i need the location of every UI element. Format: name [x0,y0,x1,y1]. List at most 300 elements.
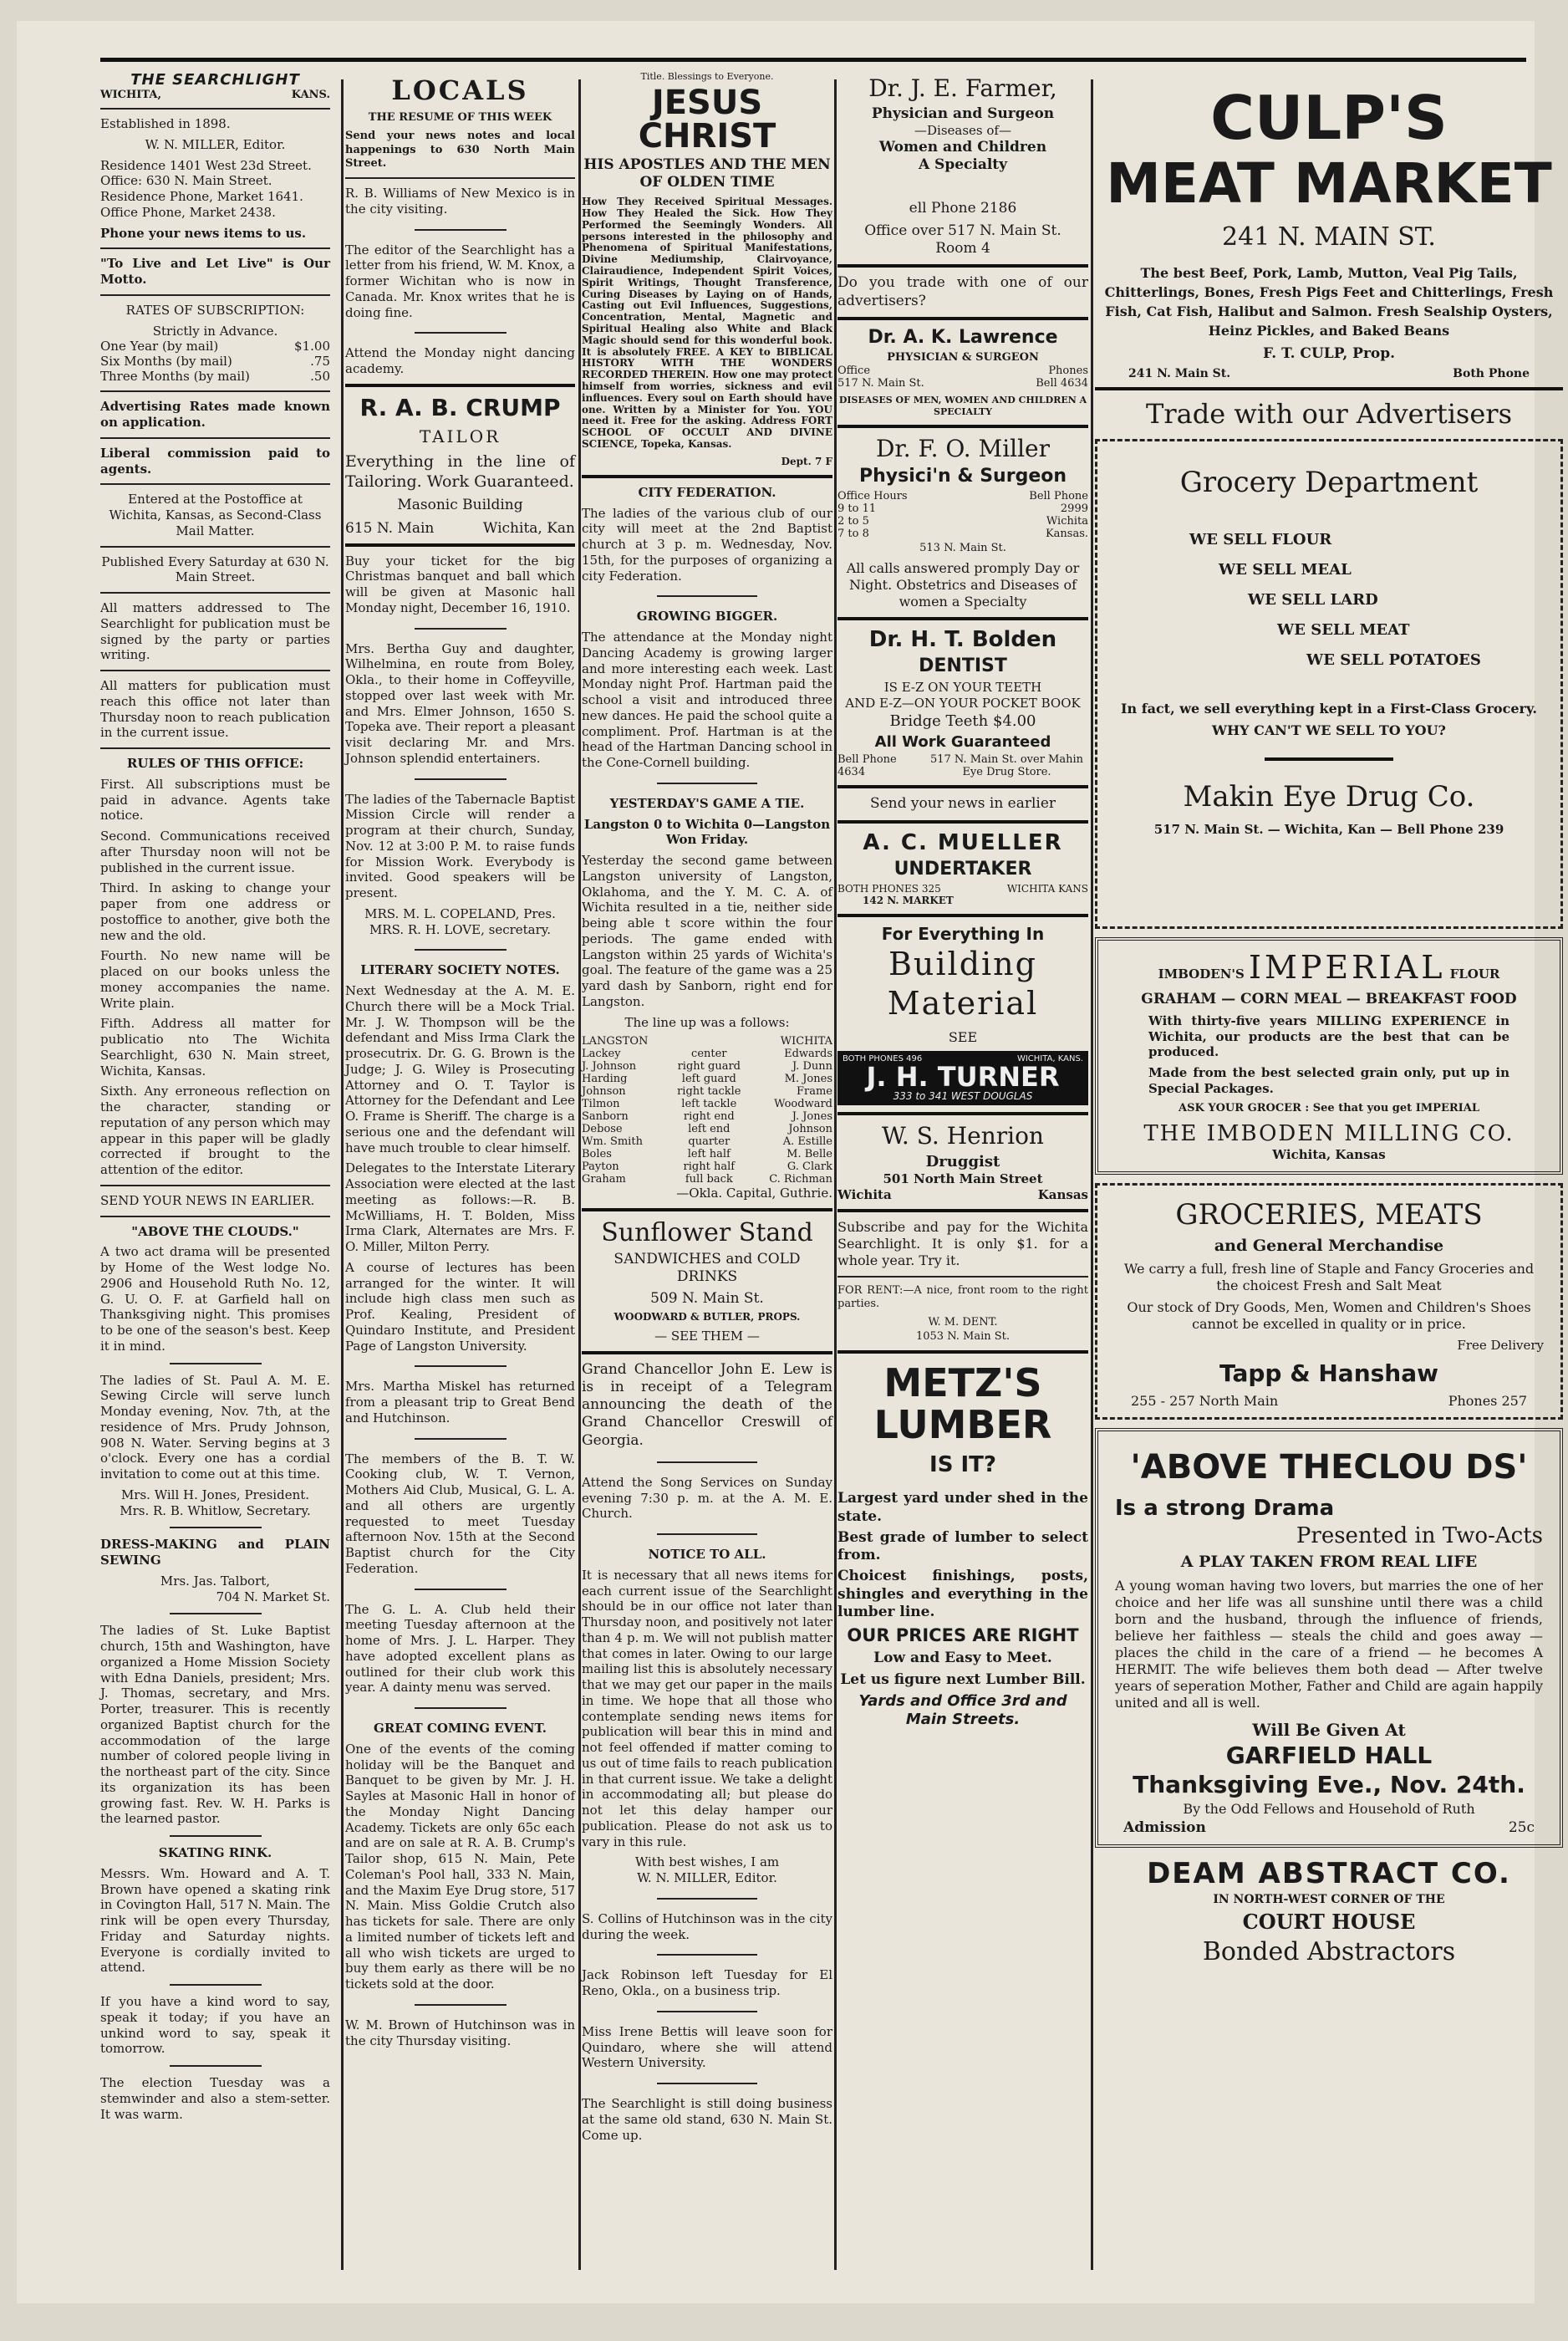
divider [170,1527,262,1528]
miller-calls: All calls answered promply Day or Night. Obstetrics and Diseases of women a Specialty [846,559,1080,609]
lineup-wichita: Frame [796,1085,832,1099]
matters-signed: All matters addressed to The Searchlight for publication must be signed by the party or parties writing. [100,600,330,663]
divider [837,785,1088,788]
divider [582,475,832,478]
crump-sub: TAILOR [419,426,501,446]
lineup-row [582,1060,832,1073]
coming-text: One of the events of the coming holiday will be the Banquet and Banquet to be given by Mr. J. H. Sayles at Masonic Hall in honor of the Monday Night Dancing Academy. Tickets are only 65c each and are on sale at R. A. B. Crump's Tailor shop, 615 N. Main, Pete Coleman's Pool hall, 333 N. Main, and the Maxim Eye Drug store, 517 N. Main. Miss Goldie Crutch also has tickets for sale. There are only a limited number of tickets left and all who wish tickets are urged to buy them early as there will be no tickets sold at the door. [345,1741,575,1992]
bettis: Miss Irene Bettis will leave soon for Quindaro, where she will attend Western University. [582,2023,832,2071]
divider [415,2004,507,2006]
grow-text: The attendance at the Monday night Dancing Academy is growing larger and more interesting each week. Last Monday night Prof. Hartman paid the school a visit and introduced three new dances. He paid the school quite a compliment. Prof. Hartman is at the head of the Hartman Dancing school in the Cone-Cornell building. [582,630,832,771]
lineup-wichita: M. Belle [787,1148,832,1161]
divider [657,783,757,784]
turner-logo [837,1051,1088,1105]
atc-l3: A PLAY TAKEN FROM REAL LIFE [1180,1553,1478,1571]
coming-title: GREAT COMING EVENT. [374,1721,547,1736]
literary-text: Next Wednesday at the A. M. E. Church there will be a Mock Trial. Mr. J. W. Thompson will be the defendant and Miss Irma Clark the prosecutrix. Dr. G. G. Brown is the Judge; J. G. Wiley is Prosecuting Attorney and O. T. Taylor is Attorney for the Defendant and Lee O. Frame is Sheriff. The charge is a serious one and the defendant will have much trouble to clear himself. [345,983,575,1155]
deam-name: DEAM ABSTRACT CO. [1147,1856,1511,1890]
lineup-langston: Payton [582,1160,619,1174]
gm-title: GROCERIES, MEATS [1175,1198,1483,1232]
notice-close: With best wishes, I am [634,1854,780,1870]
atc-date: Thanksgiving Eve., Nov. 24th. [1133,1770,1525,1798]
divider [657,595,757,597]
rent-addr: 1053 N. Main St. [915,1329,1010,1343]
miller-time: 2 to 5 [837,514,869,528]
rate-price: .50 [310,369,330,385]
lineup-position: right guard [677,1060,741,1074]
miskel: Mrs. Martha Miskel has returned from a pleasant trip to Great Bend and Hutchinson. [345,1379,575,1426]
lineup-wichita: A. Estille [782,1135,832,1149]
bolden-line: AND E-Z—ON YOUR POCKET BOOK [845,695,1081,711]
lineup-position: right tackle [677,1085,741,1099]
dress-title: DRESS-MAKING and PLAIN SEWING [100,1537,330,1568]
lineup-langston: Debose [582,1123,623,1136]
divider [100,294,330,296]
rule-item: Third. In asking to change your paper from one address or postoffice to another, give both the new and the old. [100,880,330,943]
imperial-co: THE IMBODEN MILLING CO. [1143,1120,1515,1146]
atc-price: 25c [1508,1818,1535,1836]
lineup-position: quarter [688,1135,731,1149]
rule-item: Sixth. Any erroneous reflection on the character, standing or reputation of any person which may appear in this paper will be gladly corrected if brought to the attention of the editor. [100,1084,330,1177]
miller-right: Wichita [1046,514,1088,528]
divider [100,1185,330,1186]
imperial-pre: IMBODEN'S [1158,966,1245,982]
turner-phones: BOTH PHONES 496 [843,1053,923,1063]
lineup-wichita: C. Richman [769,1173,832,1186]
masthead-info-1: Residence 1401 West 23d Street. [100,157,312,173]
divider [837,264,1088,268]
gla: The G. L. A. Club held their meeting Tuesday afternoon at the home of Mrs. J. L. Harper. They have adopted excellent plans as outlined for their club work this year. A dainty menu was served. [345,1601,575,1696]
literary-text3: A course of lectures has been arranged for the winter. It will include high class men such as Prof. Kealing, President of Quindaro Institute, and President Page of Langston University. [345,1259,575,1354]
knox: The editor of the Searchlight has a letter from his friend, W. M. Knox, a former Wichitan who is now in Canada. Mr. Knox writes that he is doing fine. [345,242,575,320]
metz-point: OUR PRICES ARE RIGHT [847,1625,1079,1646]
henrion-addr: 501 North Main Street [883,1171,1043,1186]
lineup-head: LANGSTON [582,1035,649,1048]
imperial-line: GRAHAM — CORN MEAL — BREAKFAST FOOD [1141,990,1517,1007]
gm-phones: Phones 257 [1448,1393,1527,1409]
commission: Liberal commission paid to agents. [100,445,330,477]
sunflower-addr: 509 N. Main St. [650,1289,764,1307]
metz-line: IS IT? [929,1451,996,1477]
jc-text: How They Received Spiritual Messages. How They Healed the Sick. How They Performed the Seemingly Wonders. All persons interested in the philosophy and Phenomena of Spiritual Manifestations, Divine Mediumship, Clairvoyance, Clairaudience, Independent Spirit Voices, Spirit Writings, Thought Transference, Curing Diseases by Laying on of Hands, Casting out Evil Influences, Suggestions, Concentration, Mental, Magnetic and Spiritual Healing also White and Black Magic should send for this wonderful book. It is absolutely FREE. A KEY to BIBLICAL HISTORY WITH THE WONDERS RECORDED THEREIN. How one may protect himself from worries, sickness and evil influences. Every soul on Earth should have one. Written by a Minister for You. YOU need it. Free for the asking. Address FORT SCHOOL OF OCCULT AND DIVINE SCIENCE, Topeka, Kansas. [582,196,832,450]
miller-title: Physici'n & Surgeon [858,465,1067,487]
literary-title: LITERARY SOCIETY NOTES. [360,962,560,978]
henrion-name: W. S. Henrion [882,1121,1044,1150]
farmer-phone: ell Phone 2186 [909,199,1017,217]
rent-name: W. M. DENT. [928,1316,998,1329]
lineup-langston: Sanborn [582,1110,629,1124]
lineup-position: left guard [681,1073,736,1086]
mueller-name: A. C. MUELLER [863,829,1063,855]
imperial-ad [1095,937,1563,1176]
divider [170,1363,262,1364]
trade-question: Do you trade with one of our advertisers? [837,274,1088,309]
literary-text2: Delegates to the Interstate Literary Association were elected at the last meeting as follows:—R. B. McWilliams, H. T. Bolden, Miss Irma Clark, Alternates are Mrs. F. O. Miller, Milton Perry. [345,1160,575,1254]
divider [415,778,507,780]
grocery-item: WE SELL MEAL [1219,561,1352,579]
crump-addr-row [345,520,575,537]
motto: "To Live and Let Live" is Our Motto. [100,256,330,287]
rate-row [100,339,330,354]
lineup-position: right half [683,1160,736,1174]
lawrence-bell: Bell 4634 [1036,377,1088,390]
lineup-position: center [691,1048,727,1061]
column-professional-cards [837,71,1088,2278]
culp-foot-phone: Both Phone [1453,366,1530,380]
divider [345,177,575,179]
lawrence-addr: 517 N. Main St. [837,377,924,390]
established: Established in 1898. [100,116,231,131]
column-advertisements [1095,71,1563,2278]
rate-label: One Year (by mail) [100,339,219,354]
send-news-earlier: Send your news in earlier [869,795,1056,813]
lawrence-row [837,365,1088,377]
gm-sub: and General Merchandise [1214,1236,1444,1255]
lineup-row [582,1085,832,1098]
divider [657,2083,757,2084]
bolden-name: Dr. H. T. Bolden [868,626,1057,652]
divider [657,1954,757,1956]
farmer-spec: A Specialty [918,156,1008,174]
lineup-langston: Tilmon [582,1098,620,1111]
lawrence-row [837,377,1088,390]
bolden-phone: Bell Phone 4634 [837,753,897,779]
lineup-row [582,1123,832,1135]
crump-addr: 615 N. Main [345,519,435,537]
gm-row [1114,1393,1544,1409]
divider [837,617,1088,620]
lineup-row [582,1073,832,1085]
masthead-info-2: Office: 630 N. Main Street. [100,173,272,189]
henrion-row [837,1187,1088,1202]
crump-city: Wichita, Kan [482,519,575,537]
miller-name: Dr. F. O. Miller [875,434,1051,462]
lineup-row [582,1135,832,1148]
election: The election Tuesday was a stemwinder and also a stem-setter. It was warm. [100,2075,330,2122]
grocery-item: WE SELL FLOUR [1189,531,1332,548]
lineup-row [582,1160,832,1173]
crump-text: Everything in the line of Tailoring. Work Guaranteed. [345,451,575,491]
song: Attend the Song Services on Sunday evening 7:30 p. m. at the A. M. E. Church. [582,1474,832,1522]
farmer-office: Office over 517 N. Main St. [864,222,1061,239]
divider [657,1461,757,1463]
stpaul-sig: Mrs. R. B. Whitlow, Secretary. [120,1502,311,1518]
mueller-title: UNDERTAKER [893,858,1032,880]
mueller-city: WICHITA KANS [1006,882,1088,895]
grocery-ad [1095,439,1563,929]
published: Published Every Saturday at 630 N. Main Street. [101,553,329,585]
advertising-rates: Advertising Rates made known on application. [100,399,330,430]
lineup-note: —Okla. Capital, Guthrie. [676,1186,832,1201]
lineup-row [582,1110,832,1123]
gm-p1: We carry a full, fresh line of Staple and Fancy Groceries and the choicest Fresh and Salt Meat [1123,1261,1535,1294]
lineup-head: WICHITA [780,1035,832,1048]
mueller-row [837,883,1088,895]
imperial-city: Wichita, Kansas [1272,1147,1386,1163]
masthead-title: THE SEARCHLIGHT [130,71,300,89]
lineup-row [582,1173,832,1186]
trade-advertisers: Trade with our Advertisers [1146,397,1512,430]
divider [415,628,507,630]
tickets: Buy your ticket for the big Christmas banquet and ball which will be given at Masonic hall Monday night, December 16, 1910. [345,553,575,615]
farmer-disease: —Diseases of— [914,123,1011,139]
atc-text: A young woman having two lovers, but marries the one of her choice and her life was all sunshine until there was a child born and the husband, through the influence of friends, believe her faithless — steals the child and goes away — places the child in the care of a friend — he becomes A HERMIT. The wife believes them both dead — After twelve years of seperation Mother, Father and Child are again happily united and all is well. [1115,1577,1544,1711]
editor: W. N. MILLER, Editor. [145,136,286,152]
lineup-langston: Harding [582,1073,628,1086]
skating-text: Messrs. Wm. Howard and A. T. Brown have opened a skating rink in Covington Hall, 517 N. Main. The rink will be open every Thursday, Friday and Saturday nights. Everyone is cordially invited to attend. [100,1865,330,1976]
lineup-wichita: Edwards [784,1048,832,1061]
notice-title: NOTICE TO ALL. [648,1547,766,1563]
locals-title: LOCALS [391,74,529,106]
divider [100,670,330,671]
lineup-langston: Wm. Smith [582,1135,643,1149]
guy: Mrs. Bertha Guy and daughter, Wilhelmina, en route from Boley, Okla., to their home in Coffeyville, stopped over last week with Mr. and Mrs. Elmer Johnson, 1650 S. Topeka ave. Their report a pleasant visit declaring Mr. and Mrs. Johnson splendid entertainers. [345,640,575,766]
gm-addr: 255 - 257 North Main [1131,1393,1279,1409]
column-masthead [100,71,330,2278]
grocery-title: Grocery Department [1179,465,1479,499]
sunflower-title: Sunflower Stand [601,1218,813,1248]
lineup-row [582,1098,832,1110]
divider [415,1438,507,1440]
divider [837,1209,1088,1212]
metz-point: Largest yard under shed in the state. [837,1490,1088,1525]
rule-item: Second. Communications received after Thursday noon will not be published in the current issue. [100,829,330,875]
divider [100,437,330,439]
stpaul-sig: Mrs. Will H. Jones, President. [120,1487,310,1502]
bolden-title: DENTIST [919,655,1007,676]
lineup-row [582,1148,832,1160]
divider [100,1216,330,1217]
atc-title: 'ABOVE THECLOU DS' [1130,1448,1528,1487]
turner-city: WICHITA, KANS. [1016,1053,1083,1063]
rate-price: $1.00 [294,339,330,354]
divider [415,229,507,231]
atc-l1: Is a strong Drama [1115,1496,1335,1521]
jc-dept: Dept. 7 F [781,455,832,467]
imperial-flour: FLOUR [1449,966,1500,982]
deam-l1: IN NORTH-WEST CORNER OF THE [1213,1893,1445,1907]
divider [100,247,330,249]
column-rule [834,79,837,2270]
lineup-wichita: M. Jones [784,1073,832,1086]
jc-sub: HIS APOSTLES AND THE MEN OF OLDEN TIME [583,156,831,191]
culp-foot-addr: 241 N. Main St. [1128,366,1231,380]
tapp-ad [1095,1183,1563,1420]
divider [1095,387,1563,390]
clouds-text: A two act drama will be presented by Home of the West lodge No. 2906 and Household Ruth No. 12, G. U. O. F. at Garfield hall on Thanksgiving night. This promises to be one of the season's best. Keep it in mind. [100,1244,330,1354]
crump-title: R. A. B. CRUMP [359,393,561,421]
crump-bldg: Masonic Building [397,497,523,514]
lineup-langston: Lackey [582,1048,621,1061]
lawrence-title: PHYSICIAN & SURGEON [887,350,1039,364]
miller-right: Kansas. [1045,527,1088,540]
divider [100,108,330,110]
henrion-title: Druggist [925,1152,1000,1170]
rule-item: Fifth. Address all matter for publicatio nto The Wichita Searchlight, 630 N. Main street, Wichita, Kansas. [100,1016,330,1079]
miller-time: 9 to 11 [837,502,877,515]
bolden-line: Bridge Teeth $4.00 [889,712,1036,731]
divider [837,820,1088,824]
divider [657,2011,757,2012]
lineup-wichita: J. Jones [792,1110,832,1124]
metz-point: Let us figure next Lumber Bill. [840,1670,1086,1688]
lineup-row [582,1048,832,1060]
divider [837,425,1088,428]
tab-sig: MRS. M. L. COPELAND, Pres. [364,905,556,921]
rate-label: Three Months (by mail) [100,369,250,385]
miller-hours: Office Hours [837,489,908,502]
rates-sub: Strictly in Advance. [152,323,278,339]
miller-addr: 513 N. Main St. [919,541,1006,554]
divider [837,317,1088,320]
culp-prop: F. T. CULP, Prop. [1262,345,1396,363]
divider [345,384,575,387]
grow-title: GROWING BIGGER. [636,609,778,625]
farmer-title: Physician and Surgeon [871,105,1055,122]
tabernacle: The ladies of the Tabernacle Baptist Mission Circle will render a program at their church, Sunday, Nov. 12 at 3:00 P. M. to raise funds for Mission Work. Everybody is invited. Good speakers will be present. [345,791,575,900]
imperial-p1: With thirty-five years MILLING EXPERIENCE in Wichita, our products are the best that can be produced. [1148,1012,1509,1060]
grocery-item: WE SELL MEAT [1277,621,1410,639]
miller-row [837,490,1088,502]
atc-hall: GARFIELD HALL [1225,1741,1433,1769]
divider [415,332,507,334]
rate-row [100,369,330,384]
masthead-place [100,89,330,101]
send-note: Send your news notes and local happenings to 630 North Main Street. [345,130,575,170]
miller-row [837,515,1088,528]
miller-row [837,528,1088,540]
lawrence-name: Dr. A. K. Lawrence [868,326,1058,348]
henrion-city: Wichita [837,1186,892,1202]
metz-point: Yards and Office 3rd and Main Streets. [858,1691,1067,1729]
atc-given: Will Be Given At [1252,1719,1406,1740]
dress-addr: 704 N. Market St. [216,1589,330,1604]
divider [100,390,330,392]
divider [837,1112,1088,1115]
atc-admission: Admission [1123,1818,1206,1836]
grocery-item: WE SELL LARD [1248,591,1378,609]
divider [582,1351,832,1354]
farmer-spec: Women and Children [878,139,1047,156]
subscribe: Subscribe and pay for the Wichita Searchlight. It is only $1. for a whole year. Try it. [837,1218,1088,1268]
gm-p2: Our stock of Dry Goods, Men, Women and Children's Shoes cannot be excelled in quality or in price. [1127,1299,1531,1333]
lineup-wichita: G. Clark [787,1160,832,1174]
divider [170,2065,262,2067]
lineup-title: The line up was a follows: [624,1014,790,1030]
henrion-state: Kansas [1037,1186,1088,1202]
metz-point: Low and Easy to Meet. [873,1650,1052,1667]
mueller-addr: 142 N. MARKET [863,894,954,906]
column-rule [341,79,344,2270]
robinson: Jack Robinson left Tuesday for El Reno, Okla., on a business trip. [582,1967,832,1999]
divider [837,1276,1088,1278]
makin-addr: 517 N. Main St. — Wichita, Kan — Bell Phone 239 [1153,821,1504,837]
gm-free: Free Delivery [1457,1338,1544,1354]
grocery-fact: In fact, we sell everything kept in a First-Class Grocery. [1121,701,1537,717]
culp-subtitle: MEAT MARKET [1106,151,1552,216]
column-news [582,71,832,2278]
building-see: SEE [948,1028,978,1045]
phone-news: Phone your news items to us. [100,225,307,241]
divider [100,546,330,548]
divider [100,483,330,485]
imperial-head [1115,949,1543,986]
lineup-wichita: Woodward [774,1098,832,1111]
building-line: For Everything In [881,923,1045,944]
divider [657,1533,757,1535]
lawrence-diseases: DISEASES OF MEN, WOMEN AND CHILDREN A SPECIALTY [838,395,1087,417]
turner-addr: 333 to 341 WEST DOUGLAS [893,1089,1033,1102]
culp-text: The best Beef, Pork, Lamb, Mutton, Veal Pig Tails, Chitterlings, Bones, Fresh Pigs Feet and Chitterlings, Fresh Fish, Cat Fish, Halibut and Salmon. Fresh Sealship Oysters, Heinz Pickles, and Baked Beans [1104,264,1554,339]
divider [415,1365,507,1367]
rules-title: RULES OF THIS OFFICE: [126,756,304,771]
divider [837,1350,1088,1354]
divider [170,1613,262,1614]
lew: Grand Chancellor John E. Lew is is in receipt of a Telegram announcing the death of the Grand Chancellor Creswill of Georgia. [582,1360,832,1449]
atc-admission-row [1115,1819,1543,1836]
metz-line: METZ'S [883,1359,1042,1405]
gm-name: Tapp & Hanshaw [1219,1359,1438,1387]
metz-point: Best grade of lumber to select from. [837,1528,1088,1564]
clouds-title: "ABOVE THE CLOUDS." [131,1223,299,1239]
rule-item: First. All subscriptions must be paid in advance. Agents take notice. [100,776,330,824]
notice-text: It is necessary that all news items for each current issue of the Searchlight should be in our office not later than Thursday noon, and positively not later than 4 p. m. We will not publish matter that comes in later. Owing to our large mailing list this is absolutely necessary that we may get our paper in the mails in time. We hope that all those who contemplate sending news items for publication will bear this in mind and not feel offended if matter coming to us out of time fails to reach publication in that current issue. We take a delight in accommodating all; but please do not let this delay hamper our publication. Please do not ask us to vary in this rule. [582,1567,832,1849]
turner-name: J. H. TURNER [866,1060,1060,1093]
deam-l3: Bonded Abstractors [1202,1936,1456,1966]
bolden-addr: 517 N. Main St. over Mahin Eye Drug Store. [929,753,1084,779]
divider [170,1835,262,1837]
column-rule [578,79,581,2270]
resume: THE RESUME OF THIS WEEK [368,111,552,124]
game-text: Yesterday the second game between Langston university of Langston, Oklahoma, and the Y. M. C. A. of Wichita resulted in a tie, neither side being able t score within the four periods. The game ended with Langston within 25 yards of Wichita's goal. The feature of the game was a 25 yard dash by Sanborn, right end for Langston. [582,853,832,1009]
lineup-header [582,1035,832,1048]
rate-label: Six Months (by mail) [100,354,232,370]
divider [837,914,1088,917]
divider [170,1984,262,1986]
makin-name: Makin Eye Drug Co. [1183,780,1475,813]
tab-sig: MRS. R. H. LOVE, secretary. [369,921,552,937]
divider [100,592,330,594]
rate-price: .75 [310,354,330,370]
grocery-item: WE SELL POTATOES [1306,651,1481,669]
miller-time: 7 to 8 [837,527,869,540]
farmer-name: Dr. J. E. Farmer, [868,74,1057,102]
masthead-info-3: Residence Phone, Market 1641. [100,189,303,204]
miller-right: 2999 [1060,502,1088,515]
bolden-row [837,753,1088,778]
grocery-why: WHY CAN'T WE SELL TO YOU? [1212,722,1446,738]
atc-l2: Presented in Two-Acts [1296,1522,1543,1548]
rent: FOR RENT:—A nice, front room to the right parties. [837,1283,1088,1310]
rule-item: Fourth. No new name will be placed on our books unless the money accompanies the name. Write plain. [100,948,330,1011]
stpaul-text: The ladies of St. Paul A. M. E. Sewing Circle will serve lunch Monday evening, Nov. 7th, at the residence of Mrs. Prudy Johnson, 908 N. Water. Serving begins at 3 o'clock. Every one has a cordial invitation to come out at this time. [100,1372,330,1482]
building-line: Building [888,945,1037,982]
sunflower-props: WOODWARD & BUTLER, PROPS. [613,1310,801,1323]
metz-point: Choicest finishings, posts, shingles and everything in the lumber line. [837,1568,1088,1620]
above-clouds-ad [1095,1428,1563,1848]
lineup-wichita: Johnson [788,1123,832,1136]
lineup-wichita: J. Dunn [792,1060,832,1074]
sunflower-see: — SEE THEM — [654,1328,760,1344]
lineup-position: right end [683,1110,735,1124]
culp-footer [1095,364,1563,380]
skating-title: SKATING RINK. [158,1845,272,1860]
game-sub: Langston 0 to Wichita 0—Langston Won Friday. [583,816,831,848]
kind-word: If you have a kind word to say, speak it today; if you have an unkind word to say, speak it tomorrow. [100,1994,330,2057]
still: The Searchlight is still doing business at the same old stand, 630 N. Main St. Come up. [582,2096,832,2143]
lineup-position: left end [688,1123,731,1136]
divider [100,747,330,749]
